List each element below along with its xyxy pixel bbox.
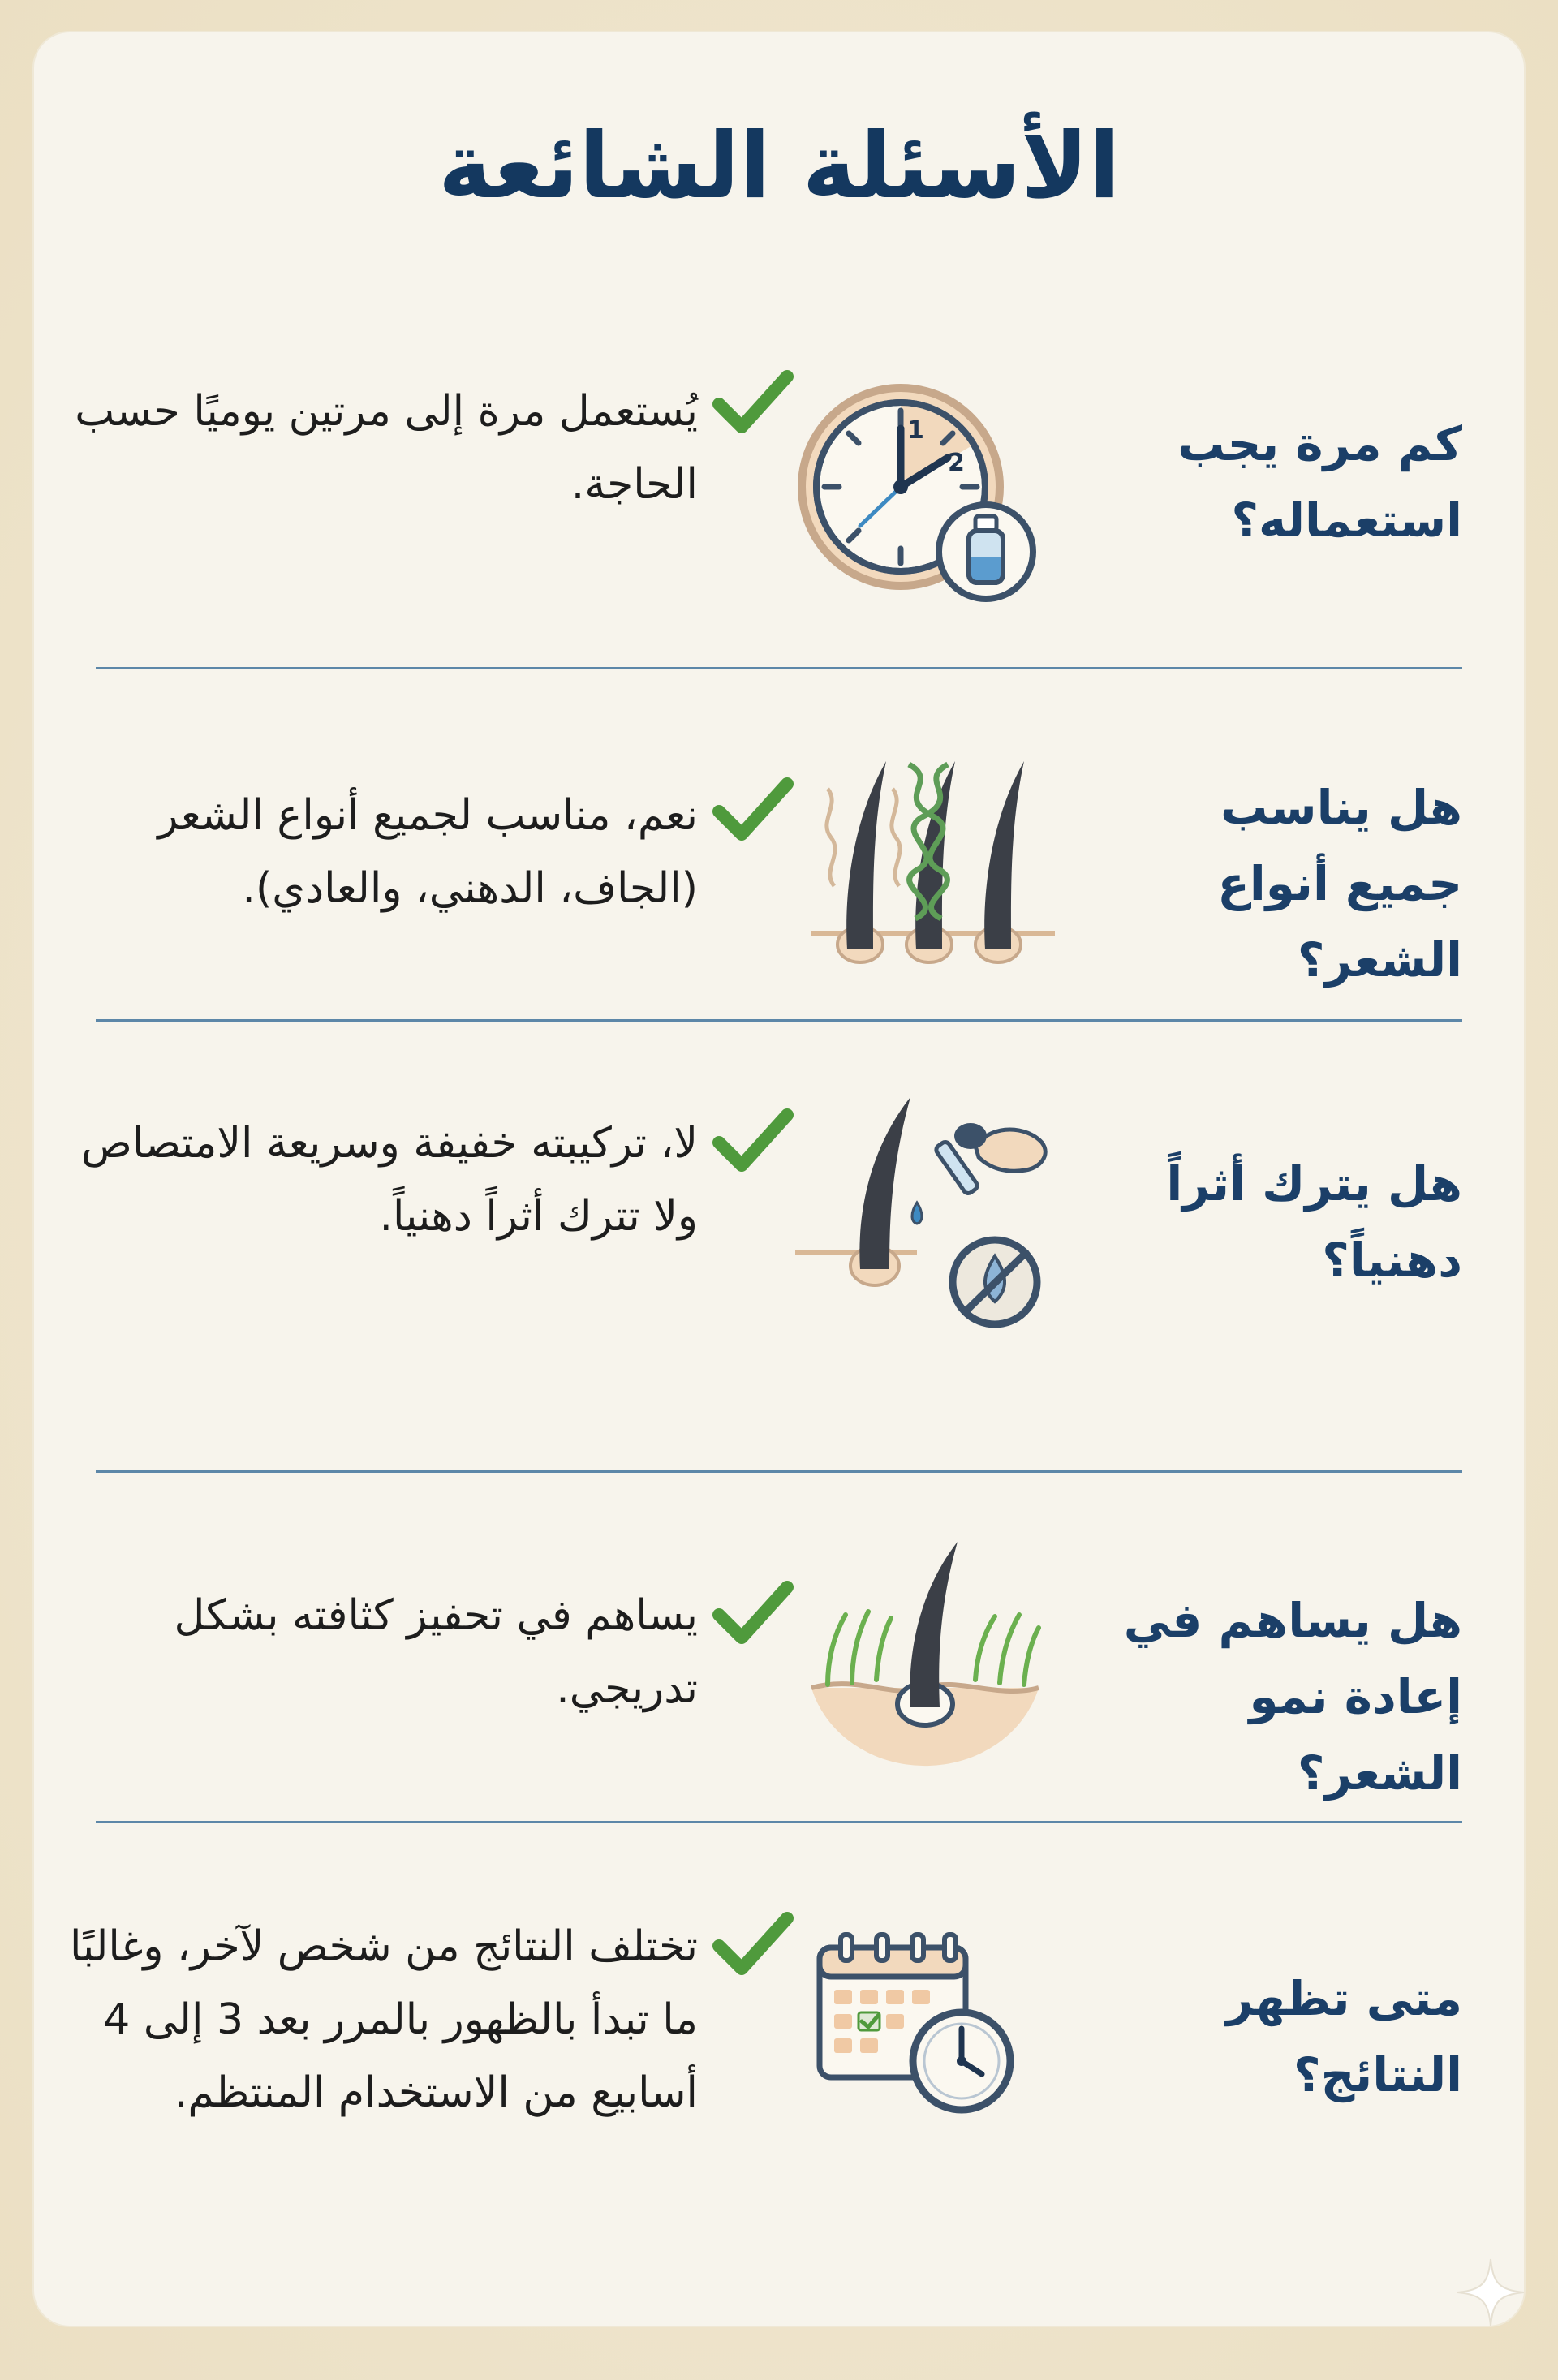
page-title: الأسئلة الشائعة [438, 114, 1120, 219]
check-icon [711, 1907, 795, 1982]
divider [96, 1470, 1462, 1473]
faq-answer: يساهم في تحفيز كثافته بشكل تدريجي. [174, 1591, 698, 1713]
faq-question: متى تظهر النتائج؟ [1225, 1971, 1462, 2102]
clock-label-1: 1 [907, 416, 924, 445]
check-icon [711, 1104, 795, 1178]
clock-dropper-icon [795, 357, 1063, 625]
check-icon [711, 365, 795, 440]
faq-question: هل يترك أثراً دهنياً؟ [1166, 1156, 1462, 1288]
check-icon [711, 773, 795, 847]
divider [96, 1821, 1462, 1823]
divider [96, 1019, 1462, 1022]
no-grease-dropper-icon [795, 1094, 1063, 1362]
hair-growth-icon [795, 1537, 1063, 1805]
faq-answer: لا، تركيبته خفيفة وسريعة الامتصاص ولا تترك أثراً دهنياً. [80, 1119, 698, 1241]
hair-types-icon [795, 732, 1063, 1000]
divider [96, 667, 1462, 669]
clock-label-2: 2 [948, 449, 965, 477]
faq-answer: يُستعمل مرة إلى مرتين يوميًا حسب الحاجة. [75, 387, 698, 509]
faq-question: هل يساهم في إعادة نمو الشعر؟ [1123, 1593, 1462, 1801]
faq-question: كم مرة يجب استعماله؟ [1177, 416, 1462, 548]
calendar-clock-icon [795, 1923, 1063, 2191]
faq-question: هل يناسب جميع أنواع الشعر؟ [1217, 780, 1462, 988]
faq-answer: تختلف النتائج من شخص لآخر، وغالبًا ما تبدأ بالظهور بالمرر بعد 3 إلى 4 أسابيع من الاستخدام المنتظم. [69, 1922, 698, 2117]
faq-answer: نعم، مناسب لجميع أنواع الشعر (الجاف، الدهني، والعادي). [157, 791, 698, 913]
check-icon [711, 1576, 795, 1651]
sparkle-icon [1454, 2256, 1527, 2329]
